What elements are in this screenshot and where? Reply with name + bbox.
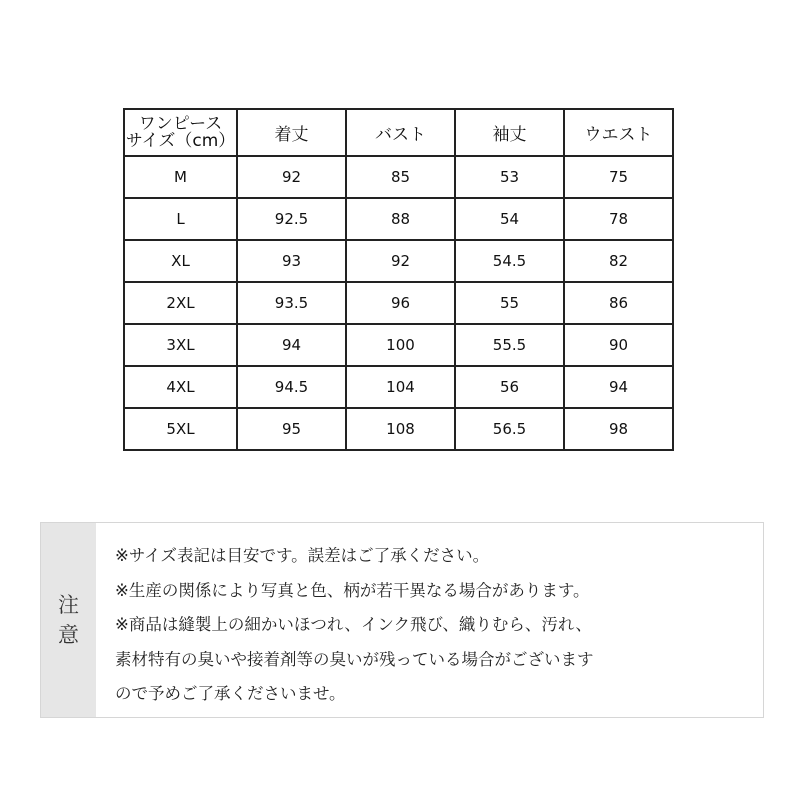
note-line: ので予めご了承くださいませ。 xyxy=(115,684,346,703)
size-cell: L xyxy=(124,198,237,240)
sleeve-cell: 54.5 xyxy=(455,240,564,282)
size-cell: M xyxy=(124,156,237,198)
corner-label-line2: サイズ（cm） xyxy=(125,130,236,151)
length-cell: 94.5 xyxy=(237,366,346,408)
length-cell: 93.5 xyxy=(237,282,346,324)
length-cell: 94 xyxy=(237,324,346,366)
length-cell: 92 xyxy=(237,156,346,198)
sleeve-cell: 55 xyxy=(455,282,564,324)
notes-box xyxy=(40,522,764,718)
corner-header-cell xyxy=(124,109,237,156)
length-cell: 93 xyxy=(237,240,346,282)
waist-cell: 90 xyxy=(564,324,673,366)
table-row xyxy=(124,408,673,450)
note-line: ※サイズ表記は目安です。誤差はご了承ください。 xyxy=(115,546,490,565)
notes-body xyxy=(115,539,757,712)
waist-cell: 98 xyxy=(564,408,673,450)
waist-cell: 94 xyxy=(564,366,673,408)
notes-label xyxy=(41,523,96,717)
bust-cell: 108 xyxy=(346,408,455,450)
note-line: ※生産の関係により写真と色、柄が若干異なる場合があります。 xyxy=(115,580,590,600)
size-cell: 4XL xyxy=(124,366,237,408)
table-row xyxy=(124,198,673,240)
table-row xyxy=(124,282,673,324)
size-cell: 5XL xyxy=(124,408,237,450)
table-row xyxy=(124,156,673,198)
length-cell: 95 xyxy=(237,408,346,450)
notes-label-char1: 注 xyxy=(58,593,79,617)
bust-cell: 100 xyxy=(346,324,455,366)
size-table xyxy=(123,108,674,451)
table-header-row xyxy=(124,109,673,156)
bust-cell: 88 xyxy=(346,198,455,240)
sleeve-cell: 54 xyxy=(455,198,564,240)
column-header-sleeve: 袖丈 xyxy=(455,109,564,156)
waist-cell: 82 xyxy=(564,240,673,282)
waist-cell: 75 xyxy=(564,156,673,198)
corner-label-line1: ワンピース xyxy=(138,113,223,134)
notes-label-char2: 意 xyxy=(58,623,79,647)
sleeve-cell: 53 xyxy=(455,156,564,198)
sleeve-cell: 56.5 xyxy=(455,408,564,450)
bust-cell: 92 xyxy=(346,240,455,282)
length-cell: 92.5 xyxy=(237,198,346,240)
column-header-waist: ウエスト xyxy=(564,109,673,156)
table-row xyxy=(124,240,673,282)
sleeve-cell: 56 xyxy=(455,366,564,408)
size-cell: XL xyxy=(124,240,237,282)
sleeve-cell: 55.5 xyxy=(455,324,564,366)
table-row xyxy=(124,324,673,366)
column-header-length: 着丈 xyxy=(237,109,346,156)
note-line: ※商品は縫製上の細かいほつれ、インク飛び、織りむら、汚れ、 xyxy=(115,615,592,634)
column-header-bust: バスト xyxy=(346,109,455,156)
waist-cell: 86 xyxy=(564,282,673,324)
bust-cell: 85 xyxy=(346,156,455,198)
table-row xyxy=(124,366,673,408)
bust-cell: 104 xyxy=(346,366,455,408)
waist-cell: 78 xyxy=(564,198,673,240)
size-cell: 2XL xyxy=(124,282,237,324)
size-cell: 3XL xyxy=(124,324,237,366)
note-line: 素材特有の臭いや接着剤等の臭いが残っている場合がございます xyxy=(115,649,594,669)
bust-cell: 96 xyxy=(346,282,455,324)
